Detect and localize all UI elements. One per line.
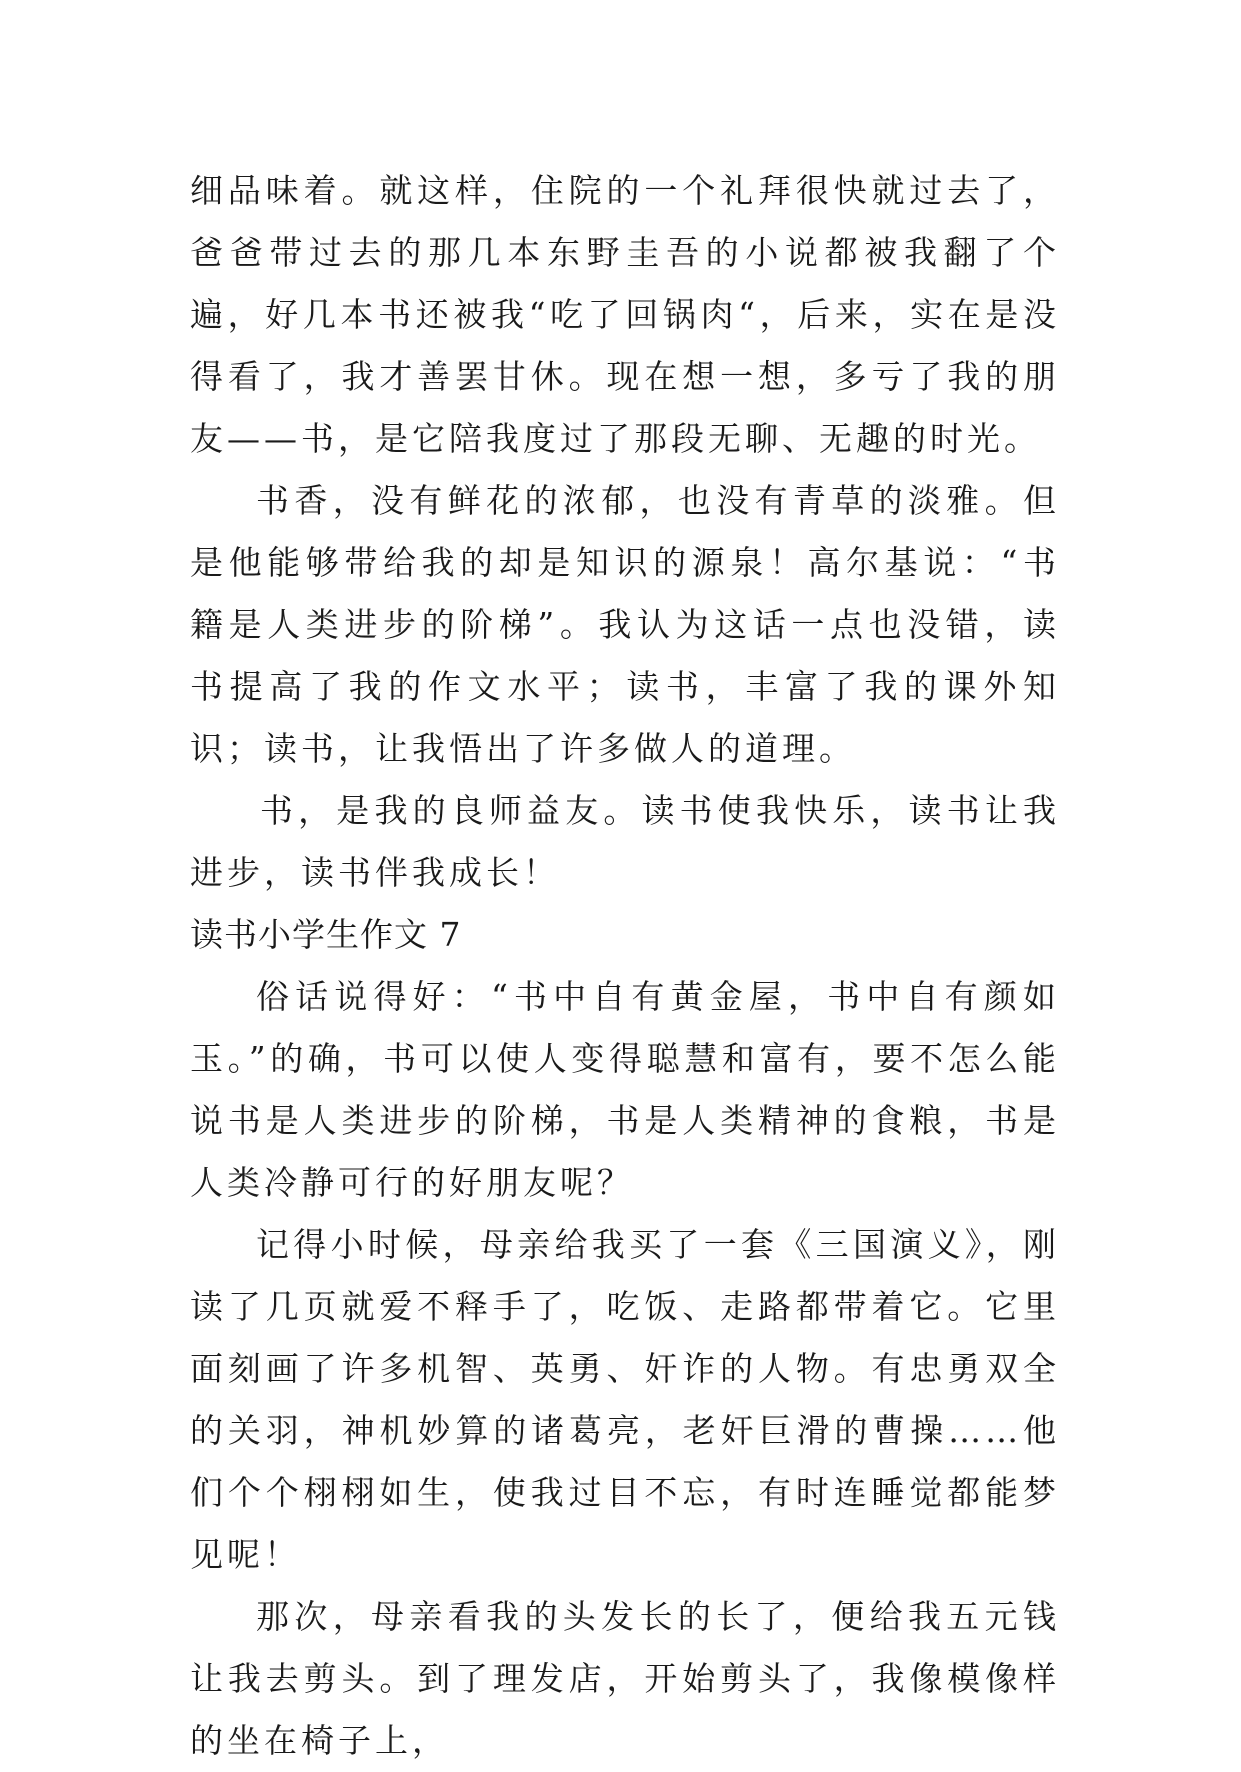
paragraph-three-kingdoms: 记得小时候，母亲给我买了一套《三国演义》，刚读了几页就爱不释手了，吃饭、走路都带着它。它里面刻画了许多机智、英勇、奸诈的人物。有忠勇双全的关羽，神机妙算的诸葛亮，老奸巨滑的曹操……他们个个栩栩如生，使我过目不忘，有时连睡觉都能梦见呢！: [190, 1225, 1060, 1574]
section-title: 读书小学生作文 7: [190, 915, 462, 954]
paragraph-proverb: 俗话说得好：“书中自有黄金屋，书中自有颜如玉。”的确，书可以使人变得聪慧和富有，要不怎么能说书是人类进步的阶梯，书是人类精神的食粮，书是人类冷静可行的好朋友呢？: [190, 977, 1060, 1202]
paragraph-haircut: 那次，母亲看我的头发长的长了，便给我五元钱让我去剪头。到了理发店，开始剪头了，我像模像样的坐在椅子上，: [190, 1597, 1060, 1760]
document-body: [190, 160, 1060, 1772]
paragraph-continued: 细品味着。就这样，住院的一个礼拜很快就过去了，爸爸带过去的那几本东野圭吾的小说都被我翻了个遍，好几本书还被我“吃了回锅肉“，后来，实在是没得看了，我才善罢甘休。现在想一想，多亏了我的朋友——书，是它陪我度过了那段无聊、无趣的时光。: [190, 171, 1060, 458]
paragraph-book-fragrance: 书香，没有鲜花的浓郁，也没有青草的淡雅。但是他能够带给我的却是知识的源泉！高尔基说：“书籍是人类进步的阶梯”。我认为这话一点也没错，读书提高了我的作文水平；读书，丰富了我的课外知识；读书，让我悟出了许多做人的道理。: [190, 481, 1060, 768]
paragraph-good-teacher: 书，是我的良师益友。读书使我快乐，读书让我进步，读书伴我成长！: [190, 791, 1060, 892]
